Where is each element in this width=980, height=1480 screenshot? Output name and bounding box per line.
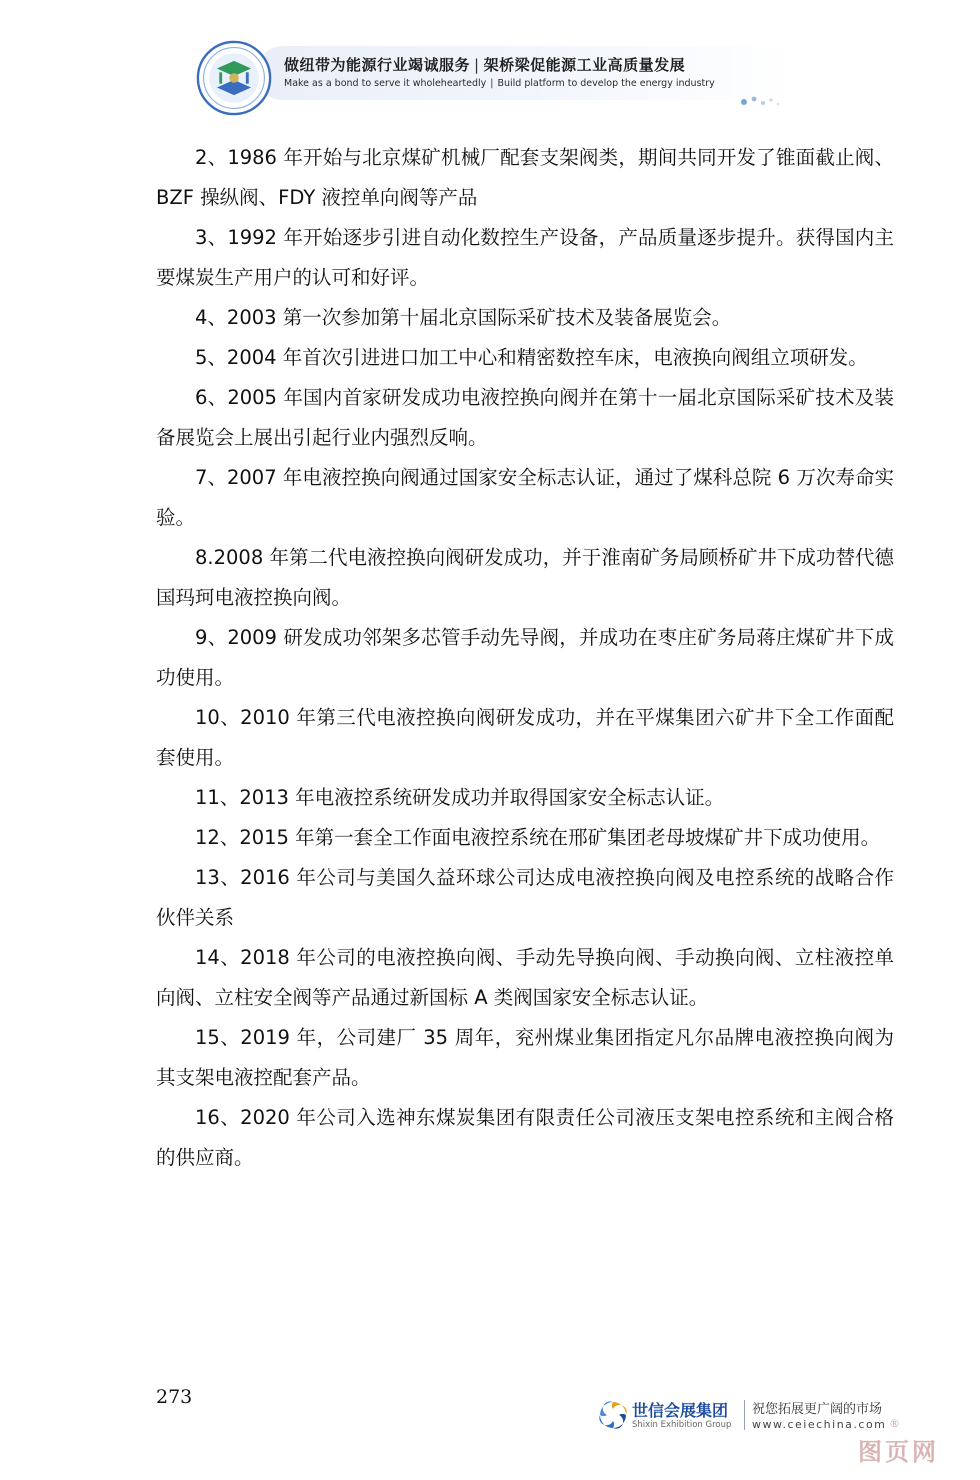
history-item: 8.2008 年第二代电液控换向阀研发成功，并于淮南矿务局顾桥矿井下成功替代德国玛珂电液控换向阀。 [156, 546, 894, 609]
history-item: 10、2010 年第三代电液控换向阀研发成功，并在平煤集团六矿井下全工作面配套使用。 [156, 706, 894, 769]
history-item: 2、1986 年开始与北京煤矿机械厂配套支架阀类，期间共同开发了锥面截止阀、BZF 操纵阀、FDY 液控单向阀等产品 [156, 146, 894, 209]
page-header [190, 34, 810, 130]
brand-tagline: 祝您拓展更广阔的市场 [752, 1402, 883, 1417]
slogan-en-separator: | [490, 78, 494, 89]
header-slogan-cn [284, 54, 685, 75]
page-number: 273 [156, 1386, 193, 1408]
history-item: 5、2004 年首次引进进口加工中心和精密数控车床，电液换向阀组立项研发。 [195, 346, 868, 369]
slogan-en-left: Make as a bond to serve it wholeheartedly [284, 78, 487, 89]
history-item: 16、2020 年公司入选神东煤炭集团有限责任公司液压支架电控系统和主阀合格的供应商。 [156, 1106, 894, 1169]
shixin-swirl-icon [598, 1400, 628, 1430]
slogan-separator: | [474, 56, 480, 74]
brand-website-link[interactable]: www.ceiechina.com [752, 1418, 887, 1431]
site-watermark: 图页网 [858, 1438, 939, 1466]
history-item: 4、2003 第一次参加第十届北京国际采矿技术及装备展览会。 [195, 306, 732, 329]
slogan-en-right: Build platform to develop the energy industry [497, 78, 715, 89]
history-item: 11、2013 年电液控系统研发成功并取得国家安全标志认证。 [195, 786, 725, 809]
registered-mark: ® [889, 1417, 900, 1430]
slogan-cn-left: 做纽带为能源行业竭诚服务 [284, 56, 471, 74]
history-item: 15、2019 年，公司建厂 35 周年，兖州煤业集团指定凡尔品牌电液控换向阀为其支架电液控配套产品。 [156, 1026, 894, 1089]
header-slogan-en [284, 78, 715, 89]
history-item: 9、2009 研发成功邻架多芯管手动先导阀，并成功在枣庄矿务局蒋庄煤矿井下成功使用。 [156, 626, 894, 689]
page-content [156, 138, 894, 1178]
exhibition-logo-icon [196, 40, 272, 116]
history-item: 6、2005 年国内首家研发成功电液控换向阀并在第十一届北京国际采矿技术及装备展览会上展出引起行业内强烈反响。 [156, 386, 894, 449]
history-item: 7、2007 年电液控换向阀通过国家安全标志认证，通过了煤科总院 6 万次寿命实验。 [156, 466, 894, 529]
history-item: 14、2018 年公司的电液控换向阀、手动先导换向阀、手动换向阀、立柱液控单向阀、立柱安全阀等产品通过新国标 A 类阀国家安全标志认证。 [156, 946, 894, 1009]
brand-divider [744, 1400, 745, 1430]
slogan-cn-right: 架桥梁促能源工业高质量发展 [483, 56, 686, 74]
history-item: 13、2016 年公司与美国久益环球公司达成电液控换向阀及电控系统的战略合作伙伴关系 [156, 866, 894, 929]
history-item: 3、1992 年开始逐步引进自动化数控生产设备，产品质量逐步提升。获得国内主要煤炭生产用户的认可和好评。 [156, 226, 894, 289]
decorative-dots-icon [738, 90, 798, 110]
brand-name-en: Shixin Exhibition Group [632, 1420, 732, 1430]
brand-name-cn: 世信会展集团 [632, 1401, 729, 1420]
history-item: 12、2015 年第一套全工作面电液控系统在邢矿集团老母坡煤矿井下成功使用。 [195, 826, 881, 849]
